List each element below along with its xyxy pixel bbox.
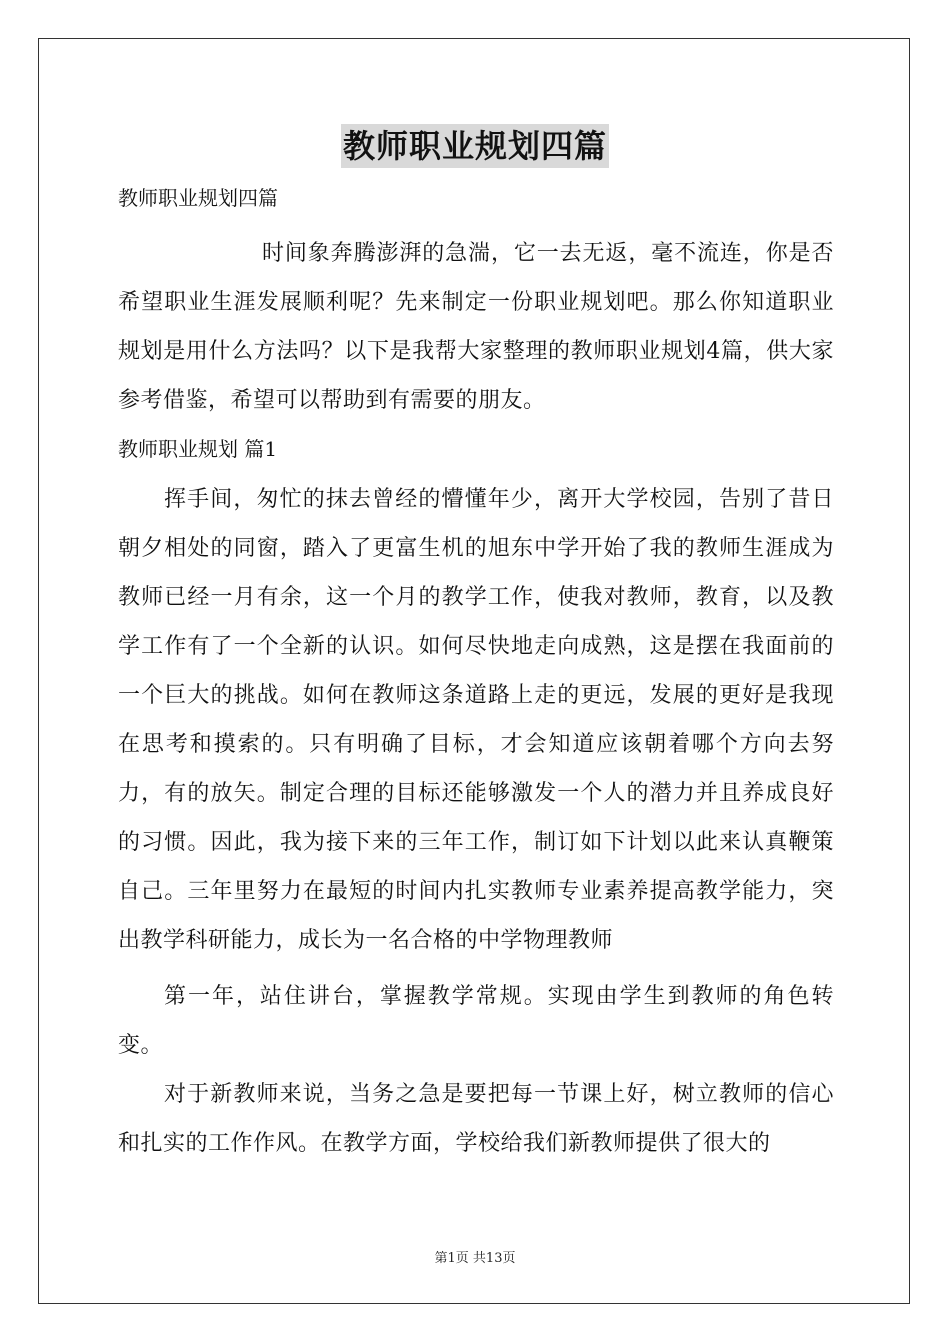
intro-paragraph: 时间象奔腾澎湃的急湍，它一去无返，毫不流连，你是否希望职业生涯发展顺利呢？先来制定一份职业规划吧。那么你知道职业规划是用什么方法吗？以下是我帮大家整理的教师职业规划4篇，供大家参考借鉴，希望可以帮助到有需要的朋友。 (118, 241, 834, 413)
title-wrap (0, 124, 950, 168)
page-footer: 第1页 共13页 (434, 1251, 516, 1266)
body-paragraph-2: 第一年，站住讲台，掌握教学常规。实现由学生到教师的角色转变。 (118, 984, 834, 1058)
document-subtitle: 教师职业规划四篇 (118, 186, 278, 210)
body-paragraph-3: 对于新教师来说，当务之急是要把每一节课上好，树立教师的信心和扎实的工作作风。在教学方面，学校给我们新教师提供了很大的 (118, 1082, 834, 1156)
document-title: 教师职业规划四篇 (341, 124, 609, 168)
body-paragraph-1: 挥手间，匆忙的抹去曾经的懵懂年少，离开大学校园，告别了昔日朝夕相处的同窗，踏入了更富生机的旭东中学开始了我的教师生涯成为教师已经一月有余，这一个月的教学工作，使我对教师，教育，以及教学工作有了一个全新的认识。如何尽快地走向成熟，这是摆在我面前的一个巨大的挑战。如何在教师这条道路上走的更远，发展的更好是我现在思考和摸索的。只有明确了目标，才会知道应该朝着哪个方向去努力，有的放矢。制定合理的目标还能够激发一个人的潜力并且养成良好的习惯。因此，我为接下来的三年工作，制订如下计划以此来认真鞭策自己。三年里努力在最短的时间内扎实教师专业素养提高教学能力，突出教学科研能力，成长为一名合格的中学物理教师 (118, 487, 834, 953)
section-heading: 教师职业规划 篇1 (118, 437, 278, 461)
